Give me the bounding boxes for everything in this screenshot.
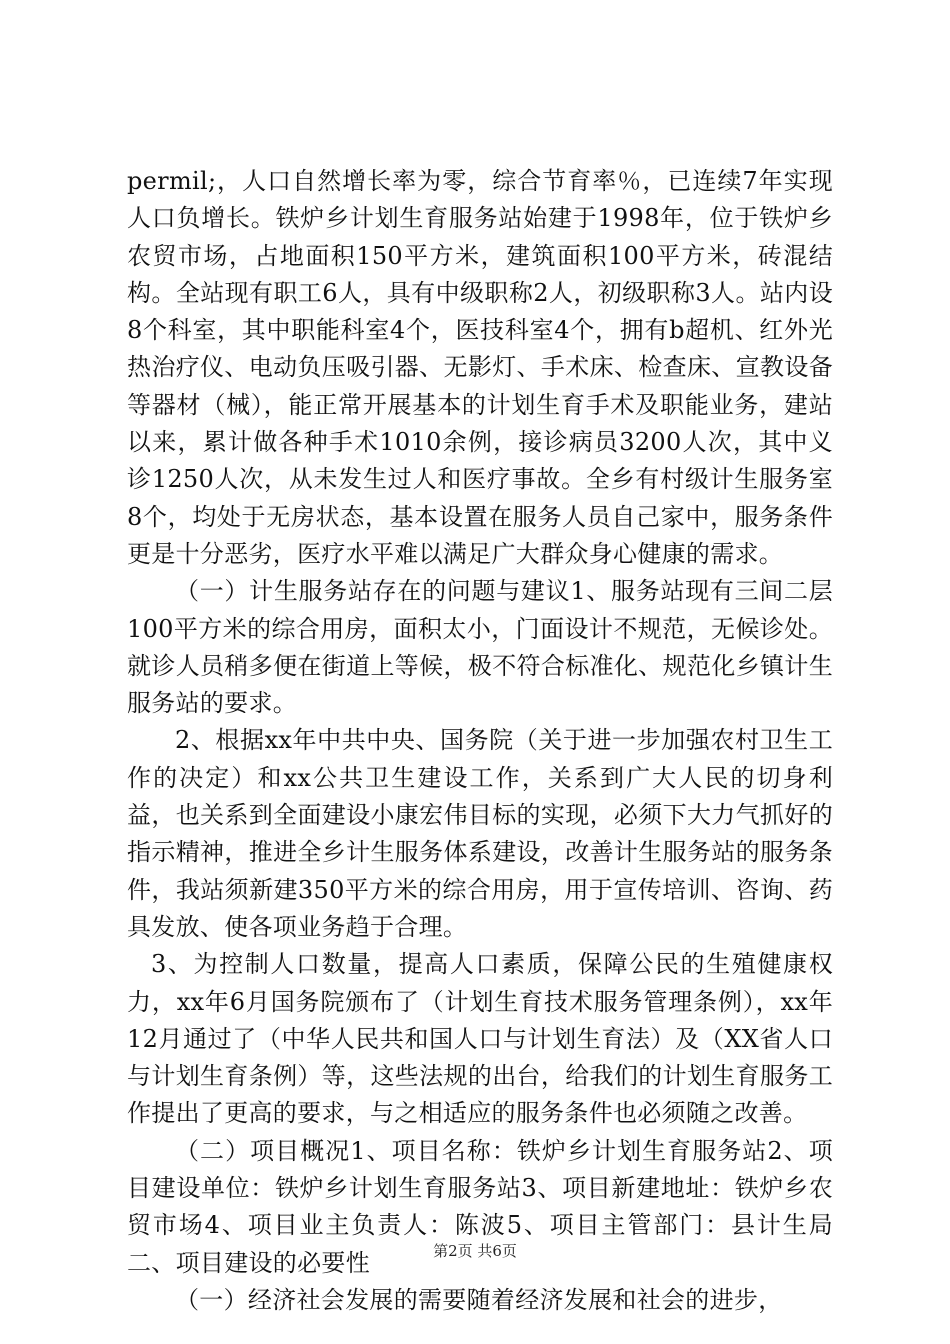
paragraph-station-overview: permil;，人口自然增长率为零，综合节育率％，已连续7年实现人口负增长。铁炉乡计划生育服务站始建于1998年，位于铁炉乡农贸市场，占地面积150平方米，建筑面积100平方米，砖混结构。全站现有职工6人，具有中级职称2人，初级职称3人。站内设8个科室，其中职能科室4个，医技科室4个，拥有b超机、红外光热治疗仪、电动负压吸引器、无影灯、手术床、检查床、宣教设备等器材（械），能正常开展基本的计划生育手术及职能业务，建站以来，累计做各种手术1010余例，接诊病员3200人次，其中义诊1250人次，从未发生过人和医疗事故。全乡有村级计生服务室8个，均处于无房状态，基本设置在服务人员自己家中，服务条件更是十分恶劣，医疗水平难以满足广大群众身心健康的需求。 [127,167,833,568]
paragraph-problems-suggestions: （一）计生服务站存在的问题与建议1、服务站现有三间二层100平方米的综合用房，面积太小，门面设计不规范，无候诊处。就诊人员稍多便在街道上等候，极不符合标准化、规范化乡镇计生服务站的要求。 [127,577,833,718]
paragraph-project-overview: （二）项目概况1、项目名称：铁炉乡计划生育服务站2、项目建设单位：铁炉乡计划生育服务站3、项目新建地址：铁炉乡农贸市场4、项目业主负责人：陈波5、项目主管部门：县计生局二、项目建设的必要性 [127,1136,833,1277]
document-body [127,163,833,1319]
paragraph-item-3: 3、为控制人口数量，提高人口素质，保障公民的生殖健康权力，xx年6月国务院颁布了（计划生育技术服务管理条例），xx年12月通过了（中华人民共和国人口与计划生育法）及（XX省人口与计划生育条例）等，这些法规的出台，给我们的计划生育服务工作提出了更高的要求，与之相适应的服务条件也必须随之改善。 [127,950,833,1128]
paragraph-item-2: 2、根据xx年中共中央、国务院（关于进一步加强农村卫生工作的决定）和xx公共卫生建设工作，关系到广大人民的切身利益，也关系到全面建设小康宏伟目标的实现，必须下大力气抓好的指示精神，推进全乡计生服务体系建设，改善计生服务站的服务条件，我站须新建350平方米的综合用房，用于宣传培训、咨询、药具发放、使各项业务趋于合理。 [127,726,833,941]
paragraph-economic-need: （一）经济社会发展的需要随着经济发展和社会的进步， [175,1285,783,1314]
page-number-footer: 第2页 共6页 [433,1242,517,1260]
